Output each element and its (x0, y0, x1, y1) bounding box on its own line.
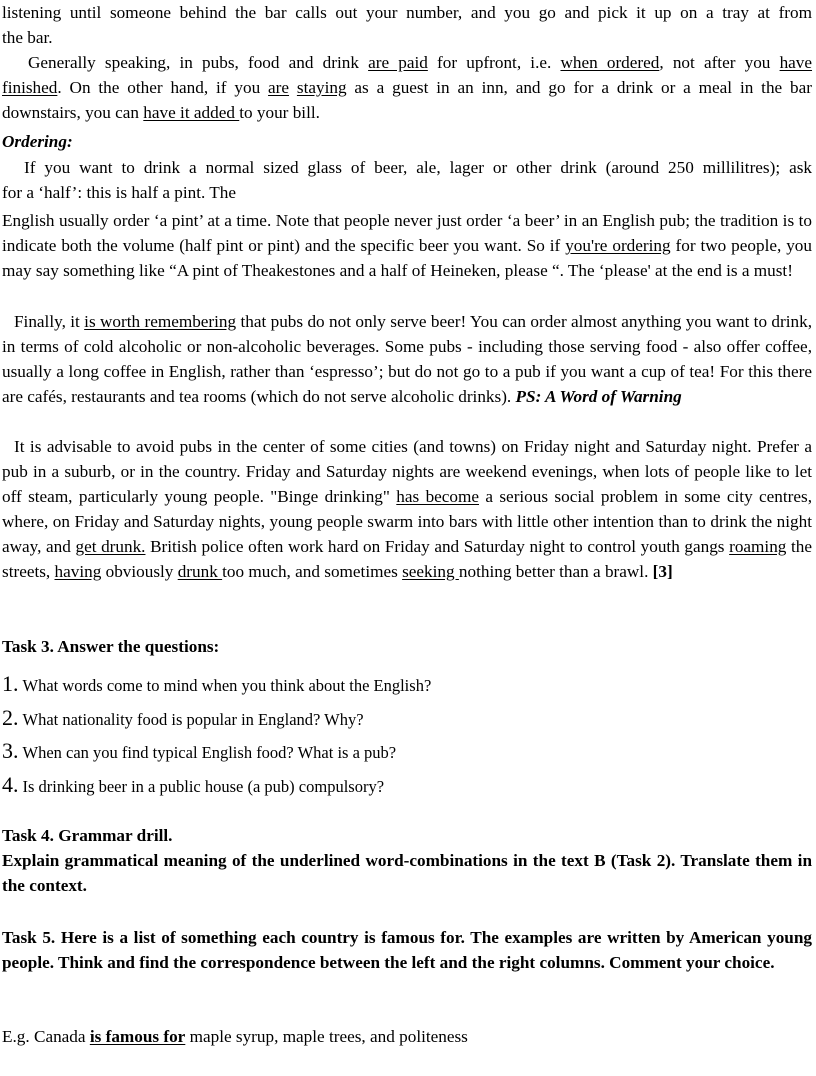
task3-heading: Task 3. Answer the questions: (2, 637, 220, 656)
task5-body: Task 5. Here is a list of something each country is famous for. The examples are written by American young people. Think and find the correspondence between the left and the right columns. Comment your choice. (2, 928, 812, 972)
ordering-p2-text: English usually order ‘a pint’ at a time. Note that people never just order ‘a beer’ in an English pub; the tradition is to indicate both the volume (half pint or pint) and the specific beer you want. So if you're ordering for two people, you may say something like “A pint of Theakestones and a half of Heineken, please “. The ‘please' at the end is a must! (2, 211, 812, 280)
paying-line-1: Generally speaking, in pubs, food and drink are paid for upfront, i.e. when ordered, not after you have (28, 53, 813, 72)
ordering-p1-line-1: If you want to drink a normal sized glass of beer, ale, lager or other drink (around 250 millilitres); ask (24, 158, 812, 177)
underlined-phrase: is worth remembering (84, 312, 237, 331)
underlined-phrase: get drunk. (75, 537, 146, 556)
task4-body: Explain grammatical meaning of the underlined word-combinations in the text B (Task 2). Translate them in the context. (2, 851, 812, 895)
intro-line-2: the bar. (2, 28, 53, 47)
paying-line-3: downstairs, you can have it added to your bill. (2, 103, 320, 122)
underlined-phrase: finished (2, 78, 58, 97)
intro-paragraph-end (2, 0, 812, 50)
task4-section (2, 823, 812, 898)
underlined-phrase: have (779, 53, 813, 72)
underlined-phrase: are paid (368, 53, 428, 72)
underlined-phrase: roaming (729, 537, 787, 556)
question-item: 4. Is drinking beer in a public house (a pub) compulsory? (2, 772, 385, 797)
task4-heading: Task 4. Grammar drill. (2, 826, 173, 845)
warning-paragraph (2, 434, 812, 584)
underlined-phrase: when ordered (560, 53, 660, 72)
underlined-phrase: is famous for (89, 1027, 186, 1046)
underlined-phrase: has become (396, 487, 480, 506)
ordering-section (2, 129, 812, 154)
ordering-heading: Ordering: (2, 132, 73, 151)
ordering-p1-line-2: for a ‘half’: this is half a pint. The (2, 183, 237, 202)
ordering-p3-text: Finally, it is worth remembering that pubs do not only serve beer! You can order almost anything you want to drink, in terms of cold alcoholic or non-alcoholic beverages. Some pubs - including those serving food - also offer coffee, usually a long coffee in English, rather than ‘espresso’; but do not go to a pub if you want a cup of tea! For this there are cafés, restaurants and tea rooms (which do not serve alcoholic drinks). PS: A Word of Warning (2, 312, 812, 406)
ordering-paragraph-1 (2, 155, 812, 205)
task3-section (2, 634, 812, 659)
ps-heading: PS: A Word of Warning (515, 387, 682, 406)
intro-line-1: listening until someone behind the bar calls out your number, and you go and pick it up on a tray at from (2, 3, 812, 22)
underlined-phrase: having (54, 562, 102, 581)
example-line: E.g. Canada is famous for maple syrup, maple trees, and politeness (2, 1027, 468, 1046)
underlined-phrase: have it added (143, 103, 240, 122)
ordering-paragraph-3 (2, 309, 812, 409)
reference-marker: [3] (652, 562, 673, 581)
underlined-phrase: are (268, 78, 290, 97)
underlined-phrase: you're ordering (565, 236, 671, 255)
paying-line-2: finished. On the other hand, if you are staying as a guest in an inn, and go for a drink or a meal in the bar (2, 78, 812, 97)
underlined-phrase: seeking (402, 562, 459, 581)
paying-paragraph (2, 50, 812, 125)
question-item: 2. What nationality food is popular in England? Why? (2, 705, 364, 730)
underlined-phrase: staying (296, 78, 347, 97)
task5-section (2, 925, 812, 975)
question-item: 3. When can you find typical English food? What is a pub? (2, 738, 397, 763)
warning-text: It is advisable to avoid pubs in the center of some cities (and towns) on Friday night and Saturday night. Prefer a pub in a suburb, or in the country. Friday and Saturday nights are weekend evenings, when lots of people like to let off steam, particularly young people. "Binge drinking" has become a serious social problem in some city centres, where, on Friday and Saturday nights, young people swarm into bars with little other intention than to drink the night away, and get drunk. British police often work hard on Friday and Saturday night to control youth gangs roaming the streets, having obviously drunk too much, and sometimes seeking nothing better than a brawl. [3] (2, 437, 812, 581)
ordering-paragraph-2 (2, 208, 812, 283)
underlined-phrase: drunk (177, 562, 223, 581)
question-item: 1. What words come to mind when you think about the English? (2, 671, 432, 696)
